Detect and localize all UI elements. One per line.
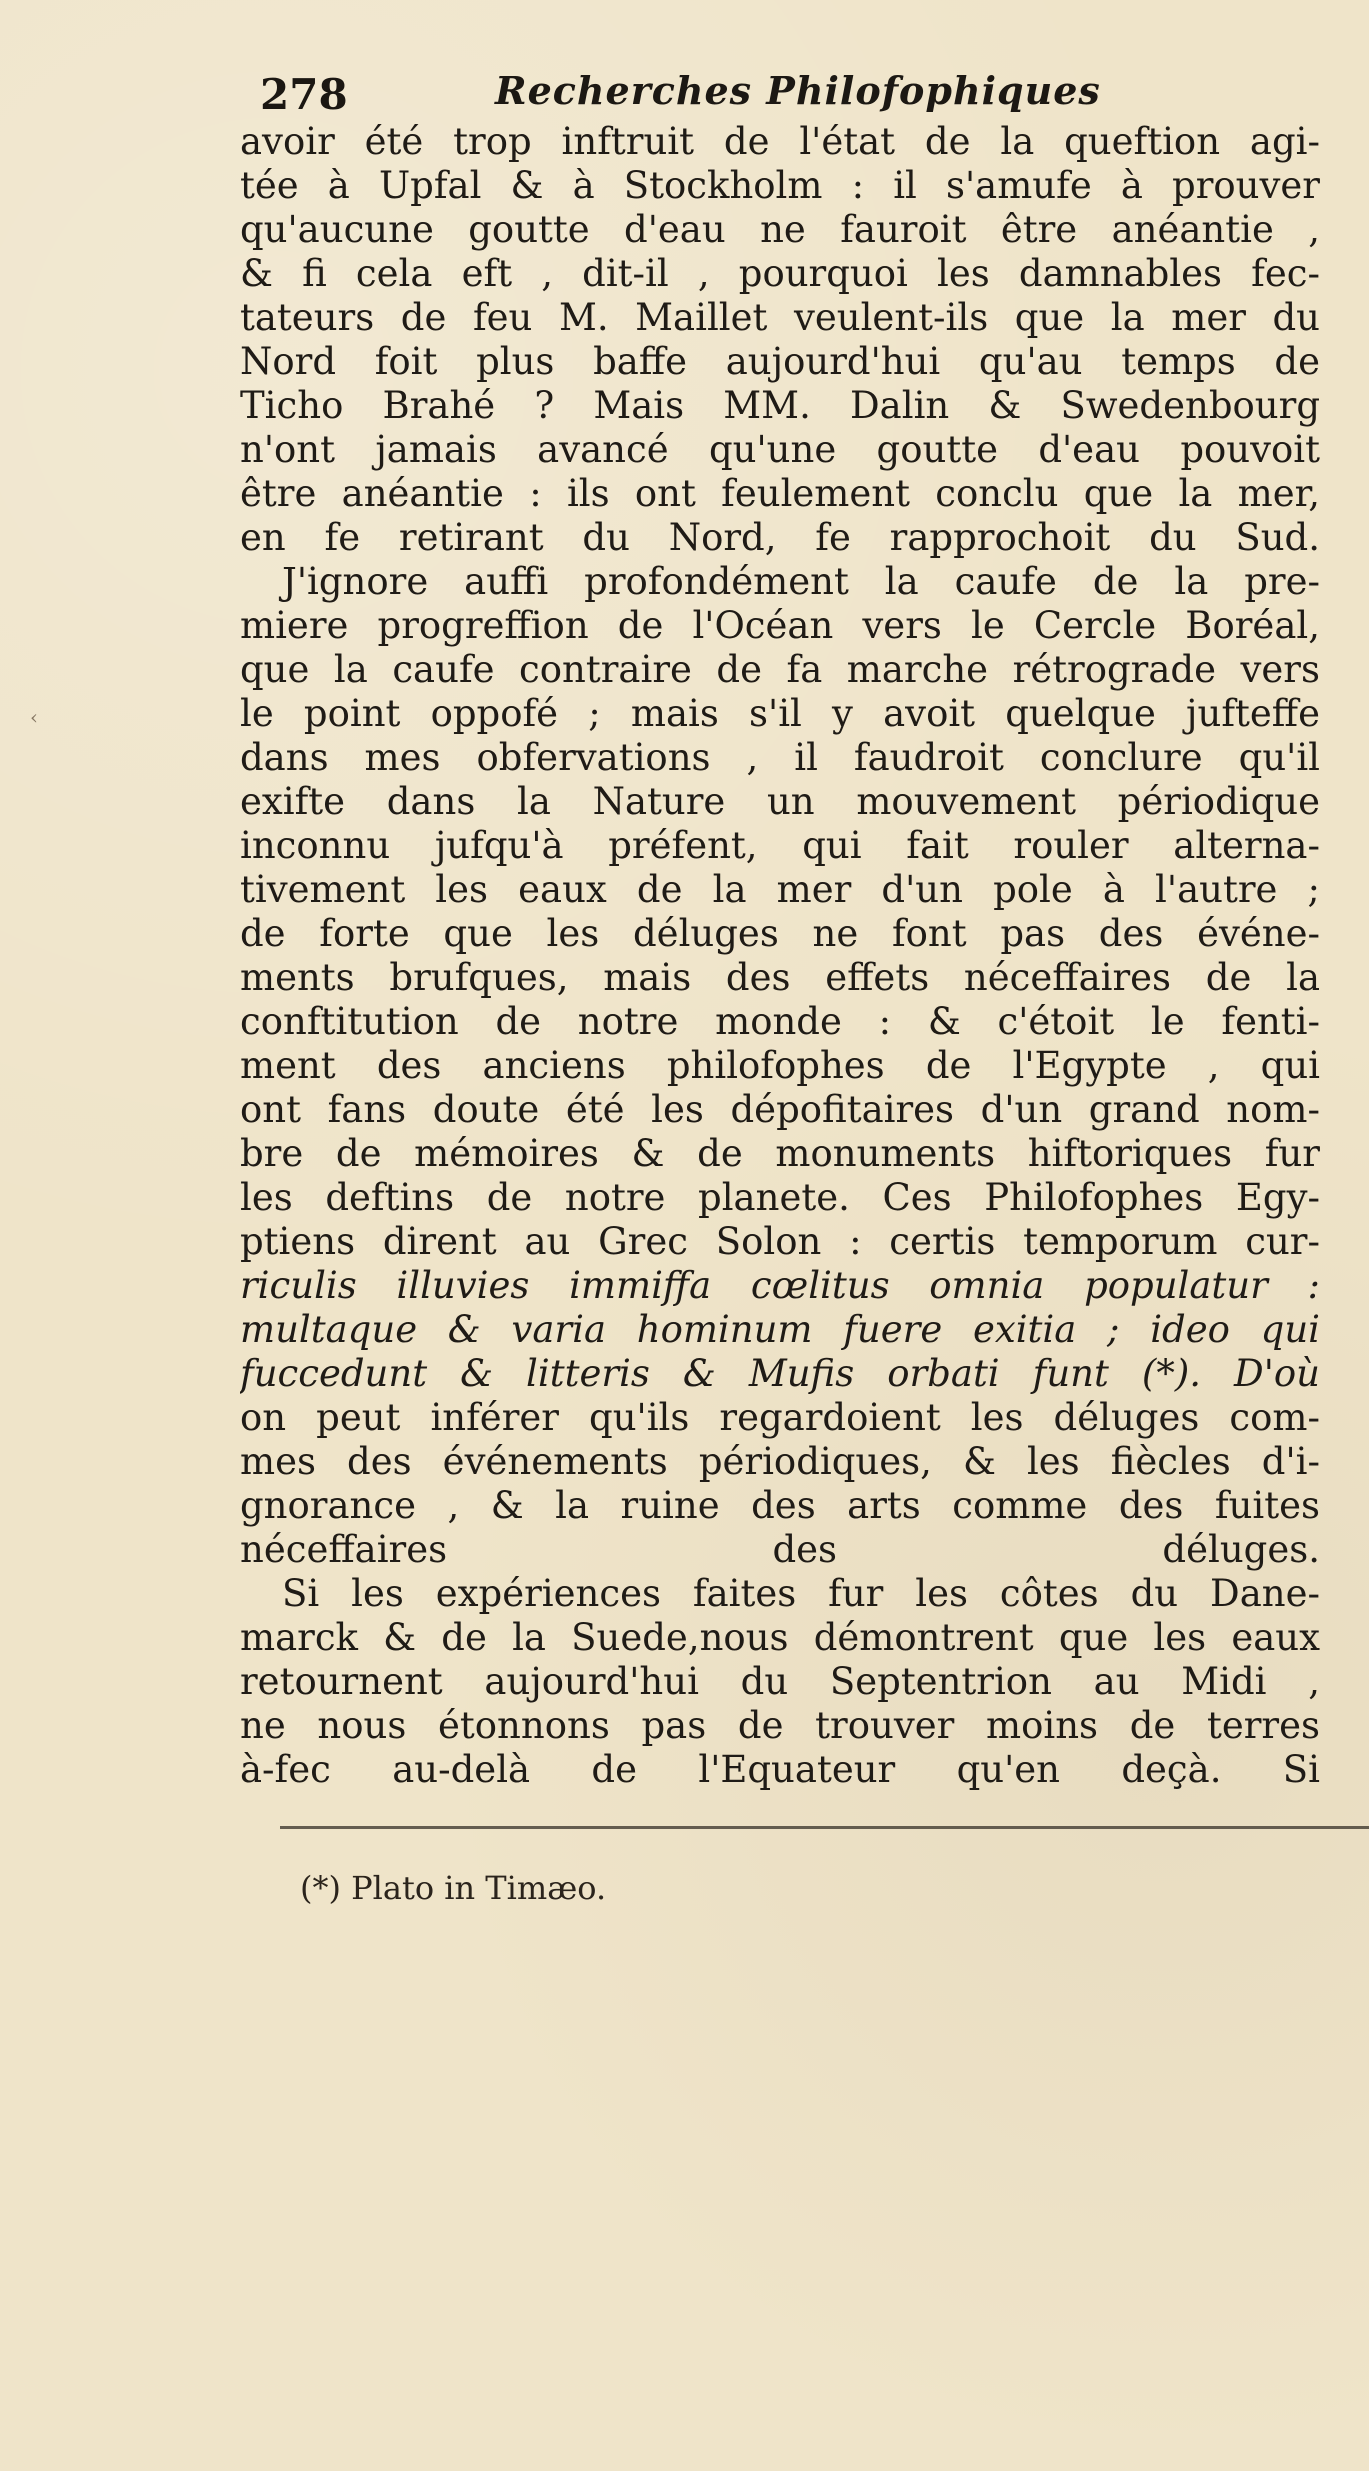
text-line: dans mes obfervations , il faudroit conclure qu'il	[240, 736, 1320, 779]
text-line: ments brufques, mais des effets néceffaires de la	[240, 956, 1320, 999]
text-line: Ticho Brahé ? Mais MM. Dalin & Swedenbourg	[240, 384, 1320, 427]
main-text	[240, 120, 1320, 1792]
text-line: marck & de la Suede,nous démontrent que les eaux	[240, 1616, 1320, 1659]
text-line: avoir été trop inftruit de l'état de la queftion agi-	[240, 120, 1320, 163]
paragraph-start-line: Si les expériences faites fur les côtes du Dane-	[282, 1572, 1320, 1615]
text-line: que la caufe contraire de fa marche rétrograde vers	[240, 648, 1320, 691]
text-line: ptiens dirent au Grec Solon : certis temporum cur-	[240, 1220, 1320, 1263]
text-line: retournent aujourd'hui du Septentrion au Midi ,	[240, 1660, 1320, 1703]
text-line: bre de mémoires & de monuments hiftoriques fur	[240, 1132, 1320, 1175]
text-line: n'ont jamais avancé qu'une goutte d'eau pouvoit	[240, 428, 1320, 471]
text-line: & fi cela eft , dit-il , pourquoi les damnables fec-	[240, 252, 1320, 295]
text-line: exifte dans la Nature un mouvement périodique	[240, 780, 1320, 823]
text-line: gnorance , & la ruine des arts comme des fuites	[240, 1484, 1320, 1527]
margin-mark: ‹	[30, 705, 38, 729]
page-header	[240, 60, 1320, 120]
text-line: ont fans doute été les dépofitaires d'un grand nom-	[240, 1088, 1320, 1131]
page-number: 278	[260, 70, 348, 119]
latin-quote-line: riculis illuvies immiffa cœlitus omnia populatur :	[240, 1264, 1320, 1307]
text-line: ment des anciens philofophes de l'Egypte , qui	[240, 1044, 1320, 1087]
footnote-divider	[280, 1826, 1369, 1829]
text-line: qu'aucune goutte d'eau ne fauroit être anéantie ,	[240, 208, 1320, 251]
text-line: de forte que les déluges ne font pas des événe-	[240, 912, 1320, 955]
text-line: tée à Upfal & à Stockholm : il s'amufe à prouver	[240, 164, 1320, 207]
text-line: à-fec au-delà de l'Equateur qu'en deçà. Si	[240, 1748, 1320, 1791]
text-line: en fe retirant du Nord, fe rapprochoit du Sud.	[240, 516, 1320, 559]
text-line: Nord foit plus baffe aujourd'hui qu'au temps de	[240, 340, 1320, 383]
text-line: mes des événements périodiques, & les fiècles d'i-	[240, 1440, 1320, 1483]
text-line: tateurs de feu M. Maillet veulent-ils que la mer du	[240, 296, 1320, 339]
latin-quote-line: fuccedunt & litteris & Mufis orbati funt (*). D'où	[240, 1352, 1320, 1395]
text-line: les deftins de notre planete. Ces Philofophes Egy-	[240, 1176, 1320, 1219]
paragraph-start-line: J'ignore auffi profondément la caufe de la pre-	[282, 560, 1320, 603]
text-line: miere progreffion de l'Océan vers le Cercle Boréal,	[240, 604, 1320, 647]
latin-quote-line: multaque & varia hominum fuere exitia ; ideo qui	[240, 1308, 1320, 1351]
text-line: ne nous étonnons pas de trouver moins de terres	[240, 1704, 1320, 1747]
text-line: on peut inférer qu'ils regardoient les déluges com-	[240, 1396, 1320, 1439]
running-title: Recherches Philofophiques	[495, 68, 1101, 113]
text-line: tivement les eaux de la mer d'un pole à l'autre ;	[240, 868, 1320, 911]
text-line: être anéantie : ils ont feulement conclu que la mer,	[240, 472, 1320, 515]
text-line: inconnu jufqu'à préfent, qui fait rouler alterna-	[240, 824, 1320, 867]
footnote: (*) Plato in Timæo.	[300, 1869, 607, 1907]
text-line: le point oppofé ; mais s'il y avoit quelque jufteffe	[240, 692, 1320, 735]
text-line: conftitution de notre monde : & c'étoit le fenti-	[240, 1000, 1320, 1043]
text-line: néceffaires des déluges.	[240, 1528, 1320, 1571]
